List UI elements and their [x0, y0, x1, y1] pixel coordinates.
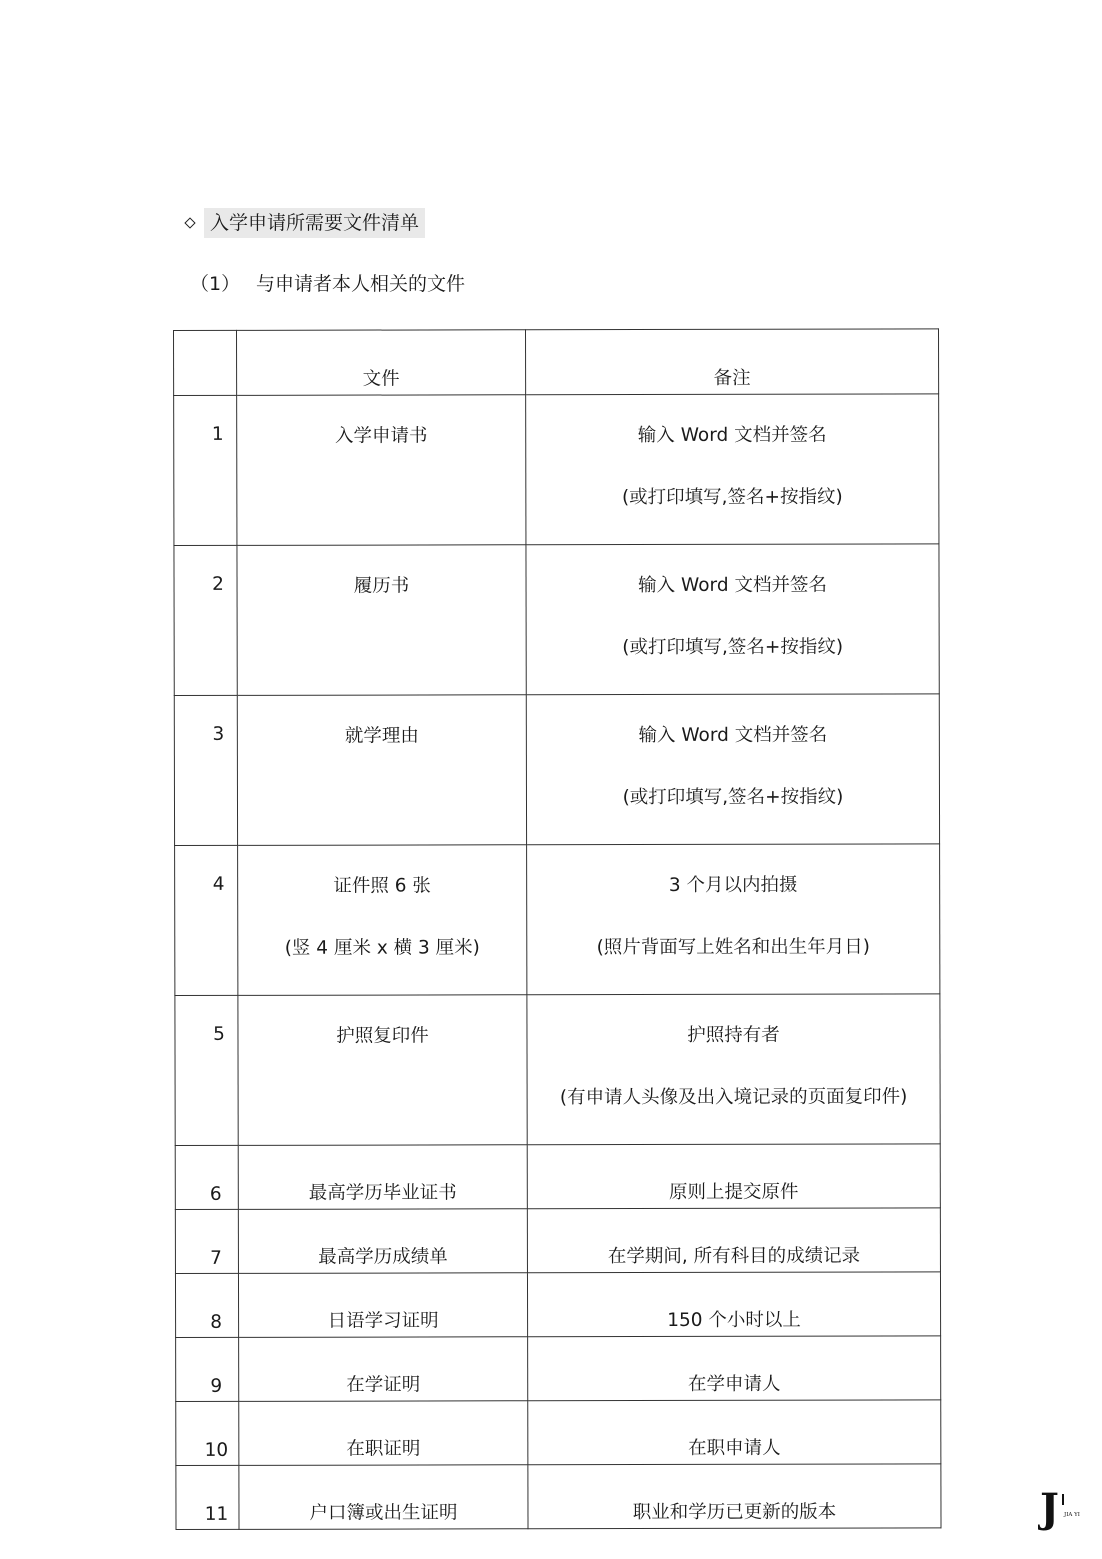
doc-line: 就学理由 [344, 725, 419, 747]
document-name-cell: 在学证明 [239, 1337, 528, 1402]
table-row [175, 1144, 940, 1210]
svg-text:JIA YI: JIA YI [1064, 1512, 1080, 1518]
row-number-cell: 6 [175, 1145, 238, 1209]
doc-line: 护照复印件 [336, 1025, 429, 1047]
remark-cell: 在职申请人 [528, 1400, 941, 1465]
row-number-cell: 4 [175, 845, 238, 995]
document-name-cell [238, 995, 527, 1146]
row-number-cell: 10 [176, 1401, 239, 1465]
note-line: 输入 Word 文档并签名 [637, 424, 827, 447]
remark-cell [526, 394, 939, 545]
doc-line: 履历书 [353, 575, 410, 597]
diamond-bullet-icon [184, 217, 195, 228]
document-name-cell: 日语学习证明 [238, 1273, 527, 1338]
table-row [174, 394, 939, 546]
table-row [175, 994, 940, 1146]
row-number-cell: 9 [176, 1337, 239, 1401]
row-number-cell: 3 [174, 695, 237, 845]
svg-text:J: J [1040, 1488, 1059, 1532]
note-line: (或打印填写,签名+按指纹) [622, 636, 844, 659]
table-row [175, 1272, 940, 1338]
document-name-cell: 户口簿或出生证明 [239, 1465, 528, 1530]
document-name-cell [237, 395, 526, 546]
row-number-cell: 7 [175, 1209, 238, 1273]
remark-cell: 在学申请人 [528, 1336, 941, 1401]
subheading [190, 270, 465, 298]
table-row [175, 1208, 940, 1274]
header-note-cell: 备注 [526, 329, 939, 395]
note-line: 3 个月以内拍摄 [668, 874, 798, 896]
remark-cell [526, 694, 939, 845]
document-name-cell: 在职证明 [239, 1401, 528, 1466]
remark-cell: 原则上提交原件 [527, 1144, 940, 1209]
remark-cell [527, 844, 940, 995]
documents-table-body [174, 329, 942, 1530]
row-number-cell: 2 [174, 545, 237, 695]
header-doc-cell: 文件 [237, 330, 526, 396]
note-line: (或打印填写,签名+按指纹) [622, 786, 844, 809]
remark-cell [526, 544, 939, 695]
table-row [174, 544, 939, 696]
note-line: (有申请人头像及出入境记录的页面复印件) [559, 1086, 908, 1109]
row-number-cell: 1 [174, 395, 237, 545]
subheading-number: （1） [190, 273, 241, 295]
table-row [174, 694, 939, 846]
document-name-cell: 最高学历毕业证书 [238, 1145, 527, 1210]
table-row [176, 1464, 941, 1530]
doc-line: 入学申请书 [334, 425, 428, 447]
remark-cell: 150 个小时以上 [527, 1272, 940, 1337]
doc-line: (竖 4 厘米 x 横 3 厘米) [284, 937, 480, 959]
row-number-cell: 5 [175, 995, 238, 1145]
row-number-cell: 8 [175, 1273, 238, 1337]
remark-cell: 在学期间, 所有科目的成绩记录 [527, 1208, 940, 1273]
section-heading [186, 207, 425, 239]
table-row [176, 1400, 941, 1466]
table-row [176, 1336, 941, 1402]
remark-cell [527, 994, 940, 1145]
documents-table [173, 328, 942, 1530]
document-name-cell: 最高学历成绩单 [238, 1209, 527, 1274]
doc-line: 证件照 6 张 [333, 875, 431, 897]
heading-text: 入学申请所需要文件清单 [204, 208, 425, 238]
row-number-cell: 11 [176, 1465, 239, 1529]
table-row [175, 844, 940, 996]
note-line: 护照持有者 [687, 1024, 780, 1046]
note-line: (照片背面写上姓名和出生年月日) [596, 936, 871, 959]
document-name-cell [237, 545, 526, 696]
table-header-row [174, 329, 939, 396]
remark-cell: 职业和学历已更新的版本 [528, 1464, 941, 1529]
note-line: 输入 Word 文档并签名 [638, 574, 827, 597]
jiayi-logo [1038, 1488, 1088, 1534]
document-name-cell [238, 845, 527, 996]
note-line: (或打印填写,签名+按指纹) [621, 486, 843, 509]
document-name-cell [237, 695, 526, 846]
header-num-cell [174, 330, 237, 395]
subheading-text: 与申请者本人相关的文件 [256, 273, 466, 295]
note-line: 输入 Word 文档并签名 [638, 724, 828, 747]
